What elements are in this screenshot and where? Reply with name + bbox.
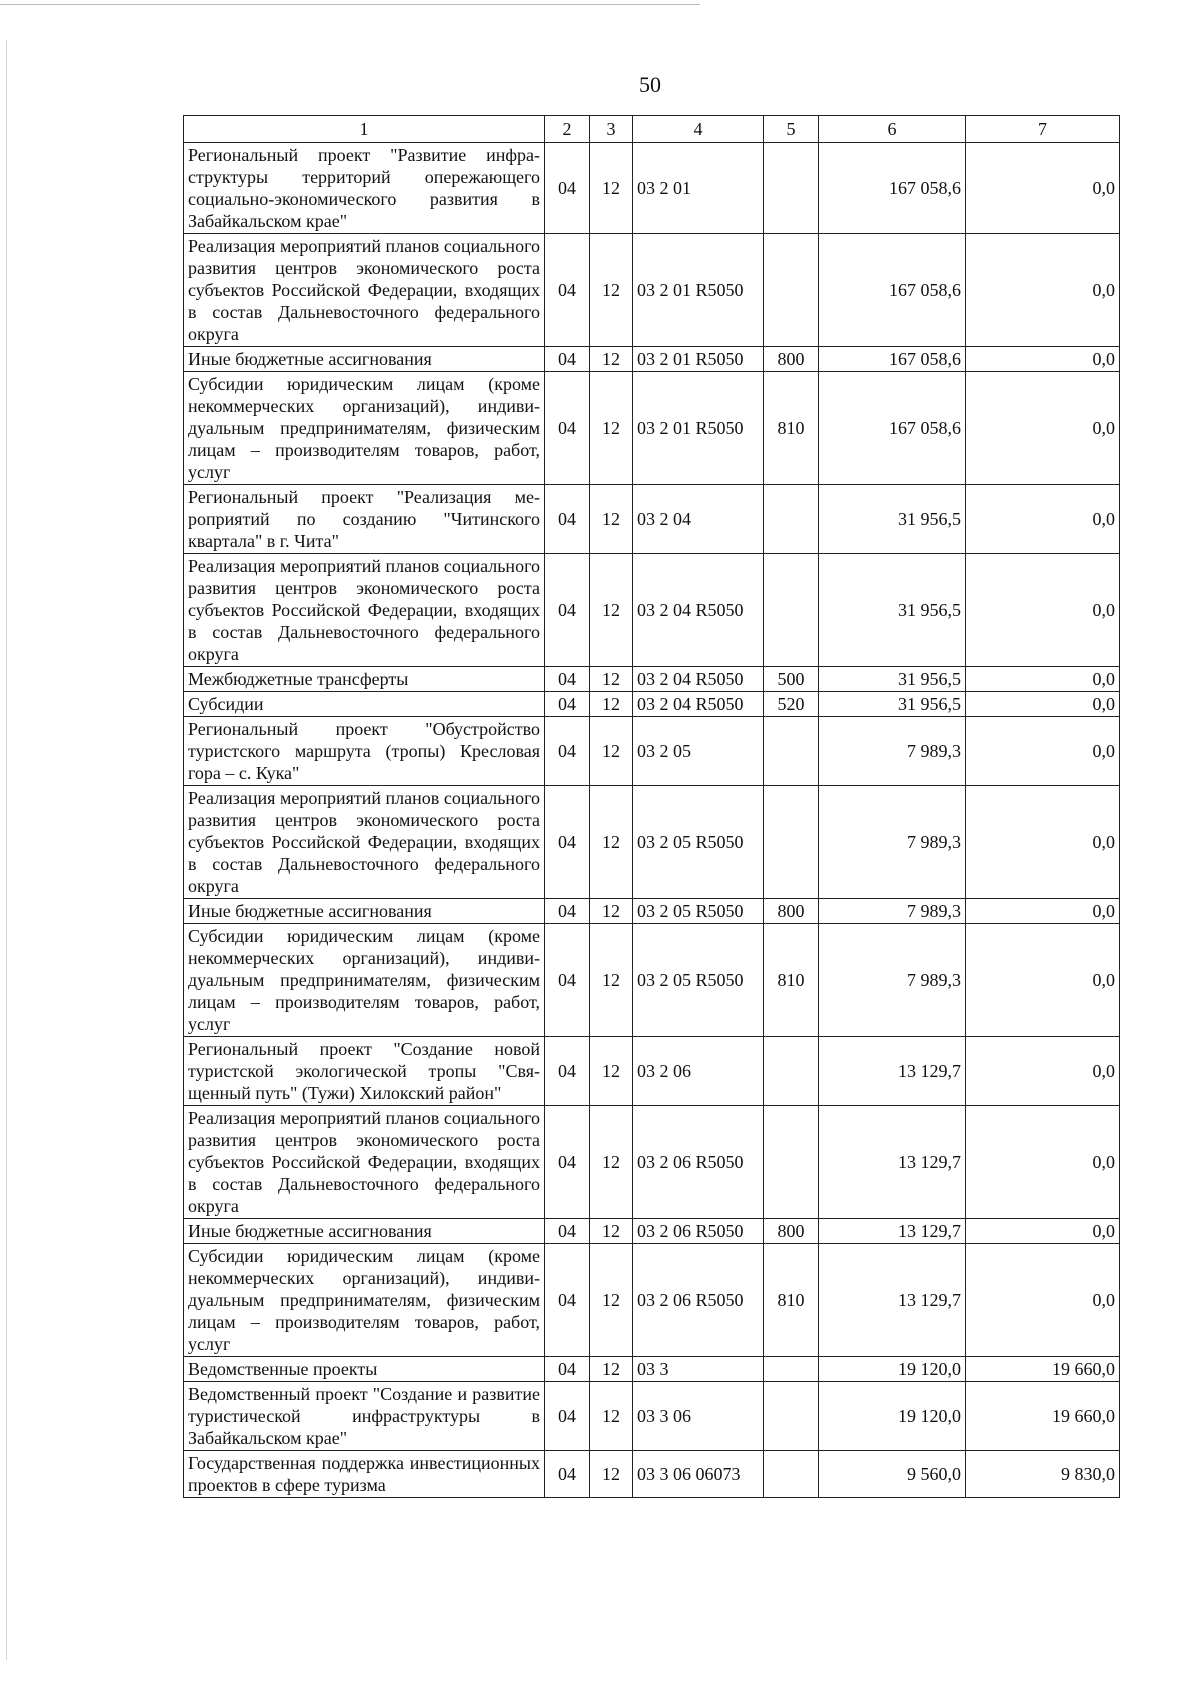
- table-row: [184, 1219, 1120, 1244]
- table-row: [184, 924, 1120, 1037]
- row-expense-type: [764, 143, 819, 234]
- row-section: 04: [545, 899, 590, 924]
- row-amount-year2: 0,0: [966, 1037, 1120, 1106]
- row-amount-year1: 167 058,6: [819, 143, 966, 234]
- row-target-code: 03 2 06 R5050: [633, 1106, 764, 1219]
- row-expense-type: 810: [764, 372, 819, 485]
- row-target-code: 03 2 01 R5050: [633, 372, 764, 485]
- col-header-1: 1: [184, 116, 545, 143]
- table-row: [184, 717, 1120, 786]
- table-row: [184, 143, 1120, 234]
- col-header-6: 6: [819, 116, 966, 143]
- row-amount-year1: 13 129,7: [819, 1244, 966, 1357]
- row-name: Реализация мероприятий планов социального развития центров экономического роста субъектов Российской Федерации, входящих в состав Дальневосточного федерального округа: [184, 1106, 545, 1219]
- row-section: 04: [545, 924, 590, 1037]
- col-header-3: 3: [590, 116, 633, 143]
- row-section: 04: [545, 717, 590, 786]
- row-amount-year2: 19 660,0: [966, 1357, 1120, 1382]
- table-row: [184, 1037, 1120, 1106]
- row-amount-year2: 0,0: [966, 786, 1120, 899]
- row-target-code: 03 2 05 R5050: [633, 786, 764, 899]
- row-target-code: 03 3 06: [633, 1382, 764, 1451]
- row-subsection: 12: [590, 1037, 633, 1106]
- row-target-code: 03 2 01 R5050: [633, 234, 764, 347]
- row-subsection: 12: [590, 143, 633, 234]
- row-section: 04: [545, 347, 590, 372]
- row-target-code: 03 2 06 R5050: [633, 1219, 764, 1244]
- row-expense-type: 810: [764, 1244, 819, 1357]
- row-name: Реализация мероприятий планов социального развития центров экономического роста субъектов Российской Федерации, входящих в состав Дальневосточного федерального округа: [184, 554, 545, 667]
- row-name: Ведомственный проект "Создание и развитие туристической инфраструктуры в Забайкальском крае": [184, 1382, 545, 1451]
- row-expense-type: [764, 1382, 819, 1451]
- row-expense-type: 520: [764, 692, 819, 717]
- row-section: 04: [545, 1451, 590, 1498]
- row-name: Региональный проект "Развитие инфраструктуры территорий опережающего социально-экономического развития в Забайкальском крае": [184, 143, 545, 234]
- row-target-code: 03 2 04 R5050: [633, 692, 764, 717]
- row-subsection: 12: [590, 924, 633, 1037]
- table-row: [184, 692, 1120, 717]
- row-amount-year1: 19 120,0: [819, 1357, 966, 1382]
- row-amount-year1: 13 129,7: [819, 1037, 966, 1106]
- row-section: 04: [545, 1244, 590, 1357]
- row-target-code: 03 2 05 R5050: [633, 899, 764, 924]
- row-subsection: 12: [590, 234, 633, 347]
- table-row: [184, 554, 1120, 667]
- row-amount-year1: 7 989,3: [819, 924, 966, 1037]
- row-expense-type: [764, 1106, 819, 1219]
- row-subsection: 12: [590, 1106, 633, 1219]
- row-name: Субсидии юридическим лицам (кроме некоммерческих организаций), индивидуальным предпринимателям, физическим лицам – производителям товаров, работ, услуг: [184, 924, 545, 1037]
- row-expense-type: 810: [764, 924, 819, 1037]
- row-name: Субсидии: [184, 692, 545, 717]
- row-amount-year2: 19 660,0: [966, 1382, 1120, 1451]
- row-amount-year1: 167 058,6: [819, 234, 966, 347]
- table-row: [184, 1382, 1120, 1451]
- row-target-code: 03 2 05 R5050: [633, 924, 764, 1037]
- row-subsection: 12: [590, 899, 633, 924]
- scan-edge-left: [6, 40, 7, 1660]
- row-amount-year2: 0,0: [966, 1244, 1120, 1357]
- row-amount-year1: 13 129,7: [819, 1106, 966, 1219]
- row-expense-type: 800: [764, 1219, 819, 1244]
- row-expense-type: 800: [764, 899, 819, 924]
- row-target-code: 03 2 04 R5050: [633, 554, 764, 667]
- table-row: [184, 667, 1120, 692]
- table-row: [184, 1357, 1120, 1382]
- row-amount-year1: 167 058,6: [819, 372, 966, 485]
- row-amount-year2: 0,0: [966, 924, 1120, 1037]
- row-target-code: 03 2 06 R5050: [633, 1244, 764, 1357]
- row-subsection: 12: [590, 347, 633, 372]
- row-amount-year1: 31 956,5: [819, 485, 966, 554]
- row-amount-year2: 0,0: [966, 1106, 1120, 1219]
- row-amount-year2: 0,0: [966, 899, 1120, 924]
- table-row: [184, 1451, 1120, 1498]
- table-row: [184, 1244, 1120, 1357]
- row-amount-year2: 0,0: [966, 692, 1120, 717]
- row-amount-year1: 19 120,0: [819, 1382, 966, 1451]
- row-amount-year1: 9 560,0: [819, 1451, 966, 1498]
- table-row: [184, 234, 1120, 347]
- row-name: Иные бюджетные ассигнования: [184, 347, 545, 372]
- row-target-code: 03 2 01: [633, 143, 764, 234]
- row-target-code: 03 2 04: [633, 485, 764, 554]
- row-amount-year2: 0,0: [966, 554, 1120, 667]
- col-header-2: 2: [545, 116, 590, 143]
- row-expense-type: [764, 234, 819, 347]
- row-target-code: 03 2 05: [633, 717, 764, 786]
- row-section: 04: [545, 667, 590, 692]
- row-amount-year2: 0,0: [966, 347, 1120, 372]
- row-target-code: 03 2 06: [633, 1037, 764, 1106]
- row-expense-type: [764, 485, 819, 554]
- row-section: 04: [545, 1037, 590, 1106]
- row-expense-type: [764, 786, 819, 899]
- row-name: Субсидии юридическим лицам (кроме некоммерческих организаций), индивидуальным предпринимателям, физическим лицам – производителям товаров, работ, услуг: [184, 372, 545, 485]
- row-amount-year1: 167 058,6: [819, 347, 966, 372]
- row-name: Межбюджетные трансферты: [184, 667, 545, 692]
- table-row: [184, 372, 1120, 485]
- row-subsection: 12: [590, 717, 633, 786]
- row-amount-year2: 0,0: [966, 143, 1120, 234]
- row-subsection: 12: [590, 1244, 633, 1357]
- row-expense-type: 800: [764, 347, 819, 372]
- row-section: 04: [545, 554, 590, 667]
- col-header-5: 5: [764, 116, 819, 143]
- row-section: 04: [545, 143, 590, 234]
- row-target-code: 03 2 04 R5050: [633, 667, 764, 692]
- row-expense-type: 500: [764, 667, 819, 692]
- row-target-code: 03 3 06 06073: [633, 1451, 764, 1498]
- row-section: 04: [545, 692, 590, 717]
- row-expense-type: [764, 1451, 819, 1498]
- header-row: [184, 116, 1120, 143]
- row-amount-year2: 9 830,0: [966, 1451, 1120, 1498]
- row-subsection: 12: [590, 554, 633, 667]
- row-amount-year2: 0,0: [966, 667, 1120, 692]
- table-body: [184, 143, 1120, 1498]
- row-subsection: 12: [590, 692, 633, 717]
- row-name: Региональный проект "Реализация мероприятий по созданию "Читинского квартала" в г. Чита": [184, 485, 545, 554]
- row-section: 04: [545, 234, 590, 347]
- page-number: 50: [639, 72, 661, 97]
- row-name: Государственная поддержка инвестиционных проектов в сфере туризма: [184, 1451, 545, 1498]
- row-target-code: 03 2 01 R5050: [633, 347, 764, 372]
- row-name: Иные бюджетные ассигнования: [184, 899, 545, 924]
- row-section: 04: [545, 372, 590, 485]
- row-name: Реализация мероприятий планов социального развития центров экономического роста субъектов Российской Федерации, входящих в состав Дальневосточного федерального округа: [184, 786, 545, 899]
- row-expense-type: [764, 717, 819, 786]
- row-subsection: 12: [590, 1451, 633, 1498]
- col-header-4: 4: [633, 116, 764, 143]
- row-name: Ведомственные проекты: [184, 1357, 545, 1382]
- row-amount-year1: 7 989,3: [819, 717, 966, 786]
- row-name: Иные бюджетные ассигнования: [184, 1219, 545, 1244]
- row-subsection: 12: [590, 1357, 633, 1382]
- table-row: [184, 786, 1120, 899]
- row-section: 04: [545, 1219, 590, 1244]
- row-amount-year2: 0,0: [966, 717, 1120, 786]
- row-amount-year2: 0,0: [966, 234, 1120, 347]
- row-name: Региональный проект "Обустройство туристского маршрута (тропы) Кресловая гора – с. Кука": [184, 717, 545, 786]
- row-expense-type: [764, 554, 819, 667]
- scan-edge-top: [0, 4, 700, 5]
- row-section: 04: [545, 485, 590, 554]
- row-target-code: 03 3: [633, 1357, 764, 1382]
- row-name: Субсидии юридическим лицам (кроме некоммерческих организаций), индивидуальным предпринимателям, физическим лицам – производителям товаров, работ, услуг: [184, 1244, 545, 1357]
- row-subsection: 12: [590, 1219, 633, 1244]
- row-amount-year1: 7 989,3: [819, 899, 966, 924]
- table-row: [184, 899, 1120, 924]
- row-section: 04: [545, 786, 590, 899]
- row-name: Реализация мероприятий планов социального развития центров экономического роста субъектов Российской Федерации, входящих в состав Дальневосточного федерального округа: [184, 234, 545, 347]
- table-row: [184, 1106, 1120, 1219]
- row-amount-year1: 31 956,5: [819, 554, 966, 667]
- table-row: [184, 347, 1120, 372]
- row-section: 04: [545, 1357, 590, 1382]
- row-subsection: 12: [590, 786, 633, 899]
- row-amount-year1: 31 956,5: [819, 667, 966, 692]
- row-subsection: 12: [590, 485, 633, 554]
- row-expense-type: [764, 1357, 819, 1382]
- col-header-7: 7: [966, 116, 1120, 143]
- row-subsection: 12: [590, 372, 633, 485]
- row-amount-year1: 31 956,5: [819, 692, 966, 717]
- row-subsection: 12: [590, 667, 633, 692]
- row-amount-year2: 0,0: [966, 372, 1120, 485]
- budget-table: [183, 115, 1120, 1498]
- row-amount-year2: 0,0: [966, 1219, 1120, 1244]
- row-subsection: 12: [590, 1382, 633, 1451]
- row-expense-type: [764, 1037, 819, 1106]
- row-section: 04: [545, 1382, 590, 1451]
- row-amount-year1: 13 129,7: [819, 1219, 966, 1244]
- row-section: 04: [545, 1106, 590, 1219]
- row-amount-year1: 7 989,3: [819, 786, 966, 899]
- table-row: [184, 485, 1120, 554]
- row-amount-year2: 0,0: [966, 485, 1120, 554]
- row-name: Региональный проект "Создание новой туристской экологической тропы "Священный путь" (Тужи) Хилокский район": [184, 1037, 545, 1106]
